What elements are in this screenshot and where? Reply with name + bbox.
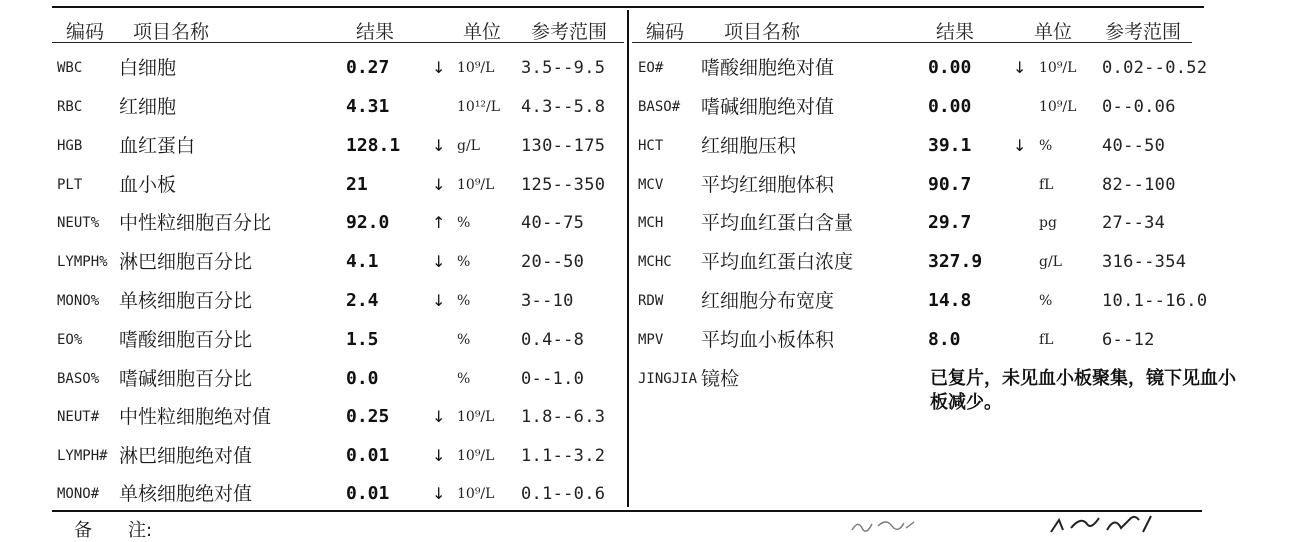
item-unit: 10⁹/L — [457, 448, 495, 464]
header-item-name-right: 项目名称 — [724, 21, 801, 43]
header-underline-right — [632, 42, 1192, 43]
item-reference: 130--175 — [521, 136, 606, 156]
item-reference: 1.1--3.2 — [521, 446, 606, 466]
item-reference: 3.5--9.5 — [521, 58, 606, 78]
item-code: HGB — [57, 138, 83, 154]
item-name: 淋巴细胞绝对值 — [119, 445, 253, 467]
item-unit: 10⁹/L — [457, 177, 495, 193]
flag-arrow-icon: ↑ — [432, 213, 446, 232]
item-reference: 3--10 — [521, 291, 574, 311]
item-result: 2.4 — [346, 290, 379, 311]
item-name: 平均血小板体积 — [701, 329, 835, 351]
item-result: 128.1 — [346, 135, 401, 156]
item-code: PLT — [57, 177, 83, 193]
flag-arrow-icon: ↓ — [1013, 136, 1027, 155]
item-result: 0.27 — [346, 57, 390, 78]
item-reference: 82--100 — [1102, 175, 1176, 195]
item-unit: % — [457, 293, 471, 309]
item-name: 平均血红蛋白含量 — [701, 212, 854, 234]
table-top-rule — [52, 6, 1204, 8]
item-result: 0.01 — [346, 445, 390, 466]
item-unit: % — [457, 371, 471, 387]
item-result: 92.0 — [346, 212, 390, 233]
remark-label: 备 注: — [74, 520, 153, 541]
item-reference: 40--50 — [1102, 136, 1166, 156]
item-unit: 10¹²/L — [457, 99, 501, 115]
item-name: 淋巴细胞百分比 — [119, 251, 253, 273]
item-result: 29.7 — [928, 212, 972, 233]
header-unit: 单位 — [463, 21, 502, 43]
header-reference: 参考范围 — [531, 21, 608, 43]
item-code: NEUT% — [57, 215, 100, 231]
flag-arrow-icon: ↓ — [432, 58, 446, 77]
item-name: 红细胞 — [119, 96, 177, 118]
item-code: LYMPH% — [57, 254, 108, 270]
item-code: LYMPH# — [57, 448, 108, 464]
item-code: RBC — [57, 99, 83, 115]
item-name: 嗜酸细胞绝对值 — [701, 57, 835, 79]
item-reference: 0.02--0.52 — [1102, 58, 1208, 78]
item-reference: 10.1--16.0 — [1102, 291, 1208, 311]
item-code: MONO% — [57, 293, 100, 309]
item-unit: g/L — [457, 138, 480, 154]
item-code: EO% — [57, 332, 83, 348]
item-unit: 10⁹/L — [1039, 99, 1077, 115]
item-result: 14.8 — [928, 290, 972, 311]
header-item-name: 项目名称 — [133, 21, 210, 43]
item-code: MONO# — [57, 486, 100, 502]
item-name: 单核细胞绝对值 — [119, 483, 253, 505]
flag-arrow-icon: ↓ — [432, 175, 446, 194]
item-unit: % — [1039, 138, 1053, 154]
item-unit: 10⁹/L — [1039, 60, 1077, 76]
item-result: 327.9 — [928, 251, 983, 272]
item-reference: 1.8--6.3 — [521, 407, 606, 427]
item-code: NEUT# — [57, 409, 100, 425]
item-code: BASO# — [638, 99, 681, 115]
item-unit: fL — [1039, 332, 1054, 348]
reviewer-signature-icon — [1045, 514, 1155, 535]
checker-signature-icon — [848, 514, 918, 535]
microscopy-comment: 已复片，未见血小板聚集，镜下见血小板减少。 — [930, 368, 1236, 413]
flag-arrow-icon: ↓ — [432, 136, 446, 155]
item-name: 血小板 — [119, 174, 177, 196]
item-unit: % — [457, 254, 471, 270]
column-divider — [627, 10, 629, 507]
item-code: RDW — [638, 293, 664, 309]
item-name: 中性粒细胞百分比 — [119, 212, 272, 234]
item-reference: 0.4--8 — [521, 330, 585, 350]
item-name: 平均红细胞体积 — [701, 174, 835, 196]
header-result-right: 结果 — [936, 21, 975, 43]
header-unit-right: 单位 — [1034, 21, 1073, 43]
item-code: MCV — [638, 177, 664, 193]
item-code: JINGJIA — [638, 371, 698, 387]
item-code: MCH — [638, 215, 664, 231]
item-reference: 4.3--5.8 — [521, 97, 606, 117]
cropped-previous-line — [60, 0, 1190, 5]
item-name: 白细胞 — [119, 57, 177, 79]
item-unit: % — [457, 215, 471, 231]
item-result: 0.0 — [346, 368, 379, 389]
flag-arrow-icon: ↓ — [432, 291, 446, 310]
item-reference: 125--350 — [521, 175, 606, 195]
item-name: 镜检 — [701, 368, 740, 390]
flag-arrow-icon: ↓ — [432, 252, 446, 271]
item-name: 单核细胞百分比 — [119, 290, 253, 312]
item-reference: 316--354 — [1102, 252, 1187, 272]
item-reference: 20--50 — [521, 252, 585, 272]
item-name: 血红蛋白 — [119, 135, 196, 157]
flag-arrow-icon: ↓ — [432, 484, 446, 503]
item-result: 0.00 — [928, 57, 972, 78]
item-unit: 10⁹/L — [457, 409, 495, 425]
header-code: 编码 — [66, 21, 105, 43]
item-result: 4.31 — [346, 96, 390, 117]
item-unit: % — [457, 332, 471, 348]
item-unit: 10⁹/L — [457, 60, 495, 76]
header-underline-left — [52, 42, 624, 43]
item-result: 8.0 — [928, 329, 961, 350]
item-name: 红细胞压积 — [701, 135, 797, 157]
item-code: WBC — [57, 60, 83, 76]
item-name: 嗜碱细胞百分比 — [119, 368, 253, 390]
item-code: HCT — [638, 138, 664, 154]
item-name: 中性粒细胞绝对值 — [119, 406, 272, 428]
item-result: 21 — [346, 174, 368, 195]
item-result: 0.25 — [346, 406, 390, 427]
item-result: 1.5 — [346, 329, 379, 350]
item-code: MCHC — [638, 254, 672, 270]
header-result: 结果 — [356, 21, 395, 43]
item-code: EO# — [638, 60, 664, 76]
item-unit: 10⁹/L — [457, 486, 495, 502]
item-reference: 0--1.0 — [521, 369, 585, 389]
item-unit: g/L — [1039, 254, 1062, 270]
item-reference: 0.1--0.6 — [521, 484, 606, 504]
item-name: 平均血红蛋白浓度 — [701, 251, 854, 273]
item-name: 红细胞分布宽度 — [701, 290, 835, 312]
item-unit: pg — [1039, 215, 1057, 231]
item-reference: 0--0.06 — [1102, 97, 1176, 117]
header-reference-right: 参考范围 — [1105, 21, 1182, 43]
item-reference: 40--75 — [521, 213, 585, 233]
item-unit: fL — [1039, 177, 1054, 193]
item-reference: 27--34 — [1102, 213, 1166, 233]
item-result: 0.00 — [928, 96, 972, 117]
item-result: 39.1 — [928, 135, 972, 156]
item-result: 0.01 — [346, 483, 390, 504]
item-result: 4.1 — [346, 251, 379, 272]
flag-arrow-icon: ↓ — [432, 446, 446, 465]
item-reference: 6--12 — [1102, 330, 1155, 350]
item-name: 嗜酸细胞百分比 — [119, 329, 253, 351]
header-code-right: 编码 — [646, 21, 685, 43]
table-bottom-rule — [52, 510, 1202, 512]
item-unit: % — [1039, 293, 1053, 309]
item-result: 90.7 — [928, 174, 972, 195]
item-code: BASO% — [57, 371, 100, 387]
flag-arrow-icon: ↓ — [432, 407, 446, 426]
item-name: 嗜碱细胞绝对值 — [701, 96, 835, 118]
item-code: MPV — [638, 332, 664, 348]
flag-arrow-icon: ↓ — [1013, 58, 1027, 77]
